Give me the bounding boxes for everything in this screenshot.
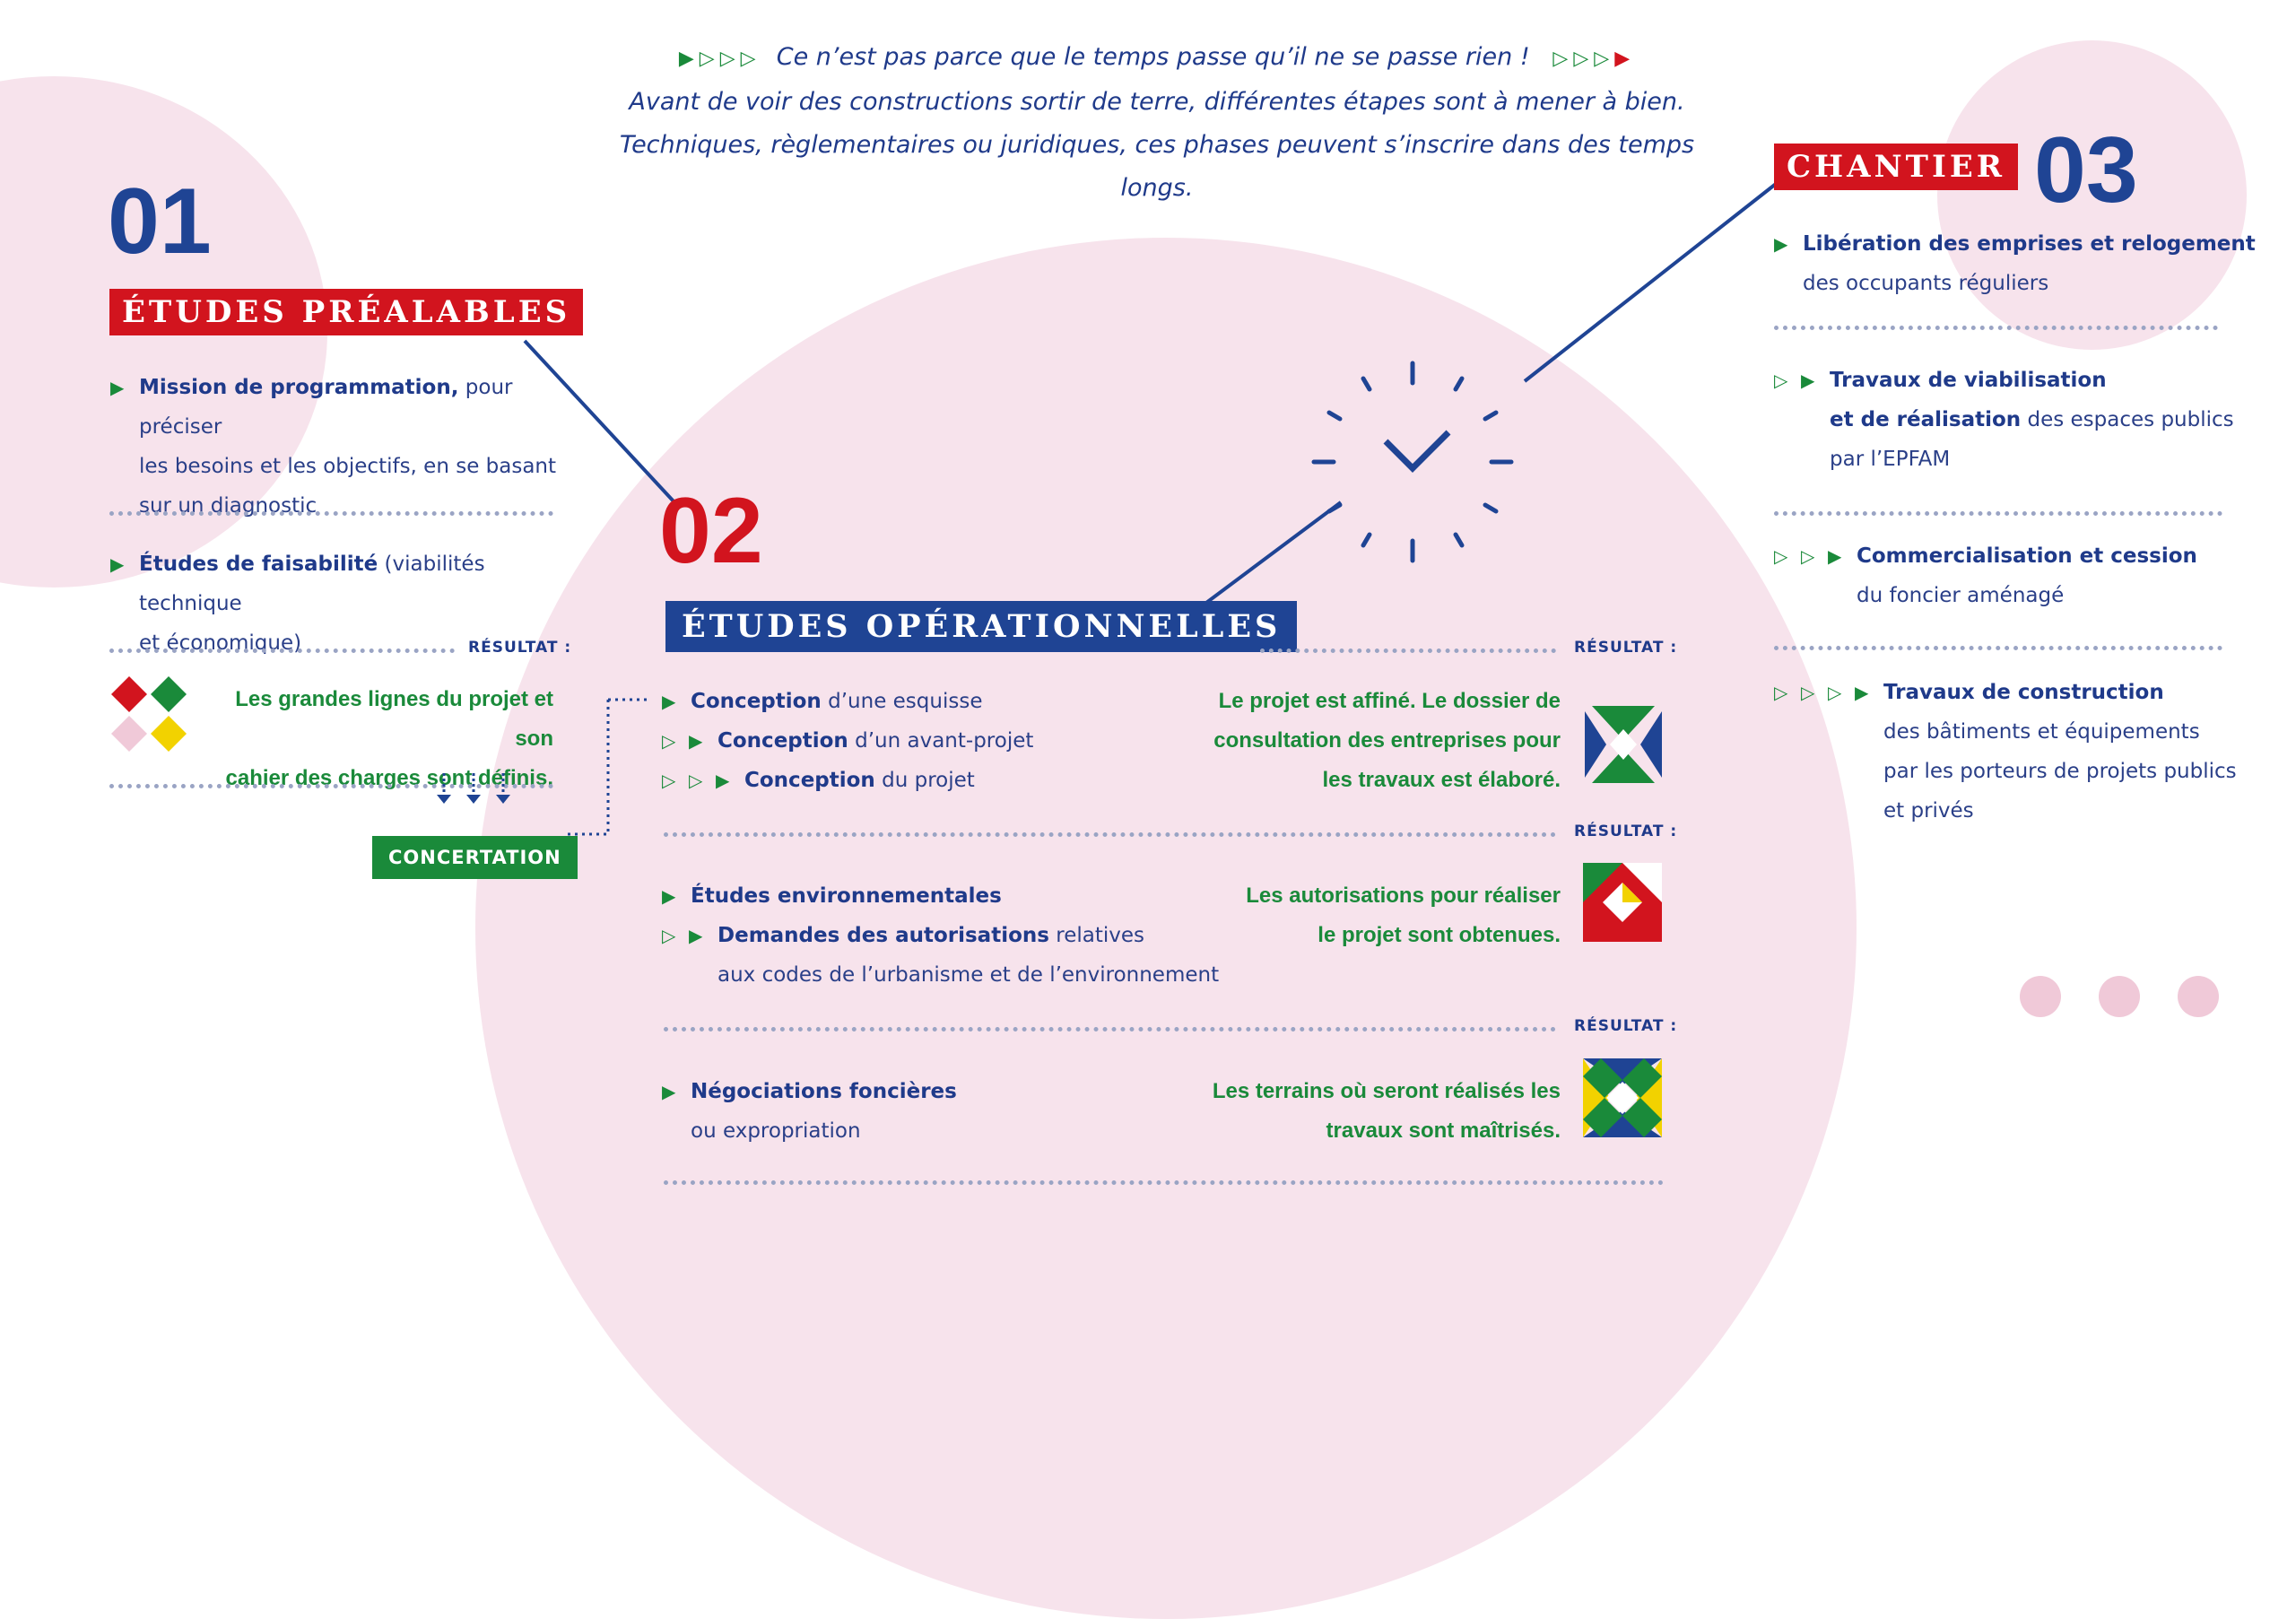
phase-2-title: ÉTUDES OPÉRATIONNELLES (665, 601, 1297, 652)
arrow-outline-icon: ▷ (1828, 682, 1842, 703)
phase-1-result: Les grandes lignes du projet et son cahier des charges sont définis. (225, 687, 553, 790)
divider (1774, 511, 2222, 516)
phase-3-title: CHANTIER (1774, 144, 2018, 190)
divider (109, 648, 455, 653)
divider (664, 1027, 1556, 1031)
decorative-dot (2178, 976, 2219, 1017)
clock-check-icon (1309, 359, 1516, 565)
result-label: RÉSULTAT : (468, 639, 572, 657)
phase-2-item-2: ▷ ▶ Conception d’un avant-projet (718, 721, 1033, 761)
intro-line-1: ▶▷▷▷ Ce n’est pas parce que le temps passe qu’il ne se passe rien ! ▷▷▷▶ (678, 43, 1636, 71)
divider (1260, 648, 1556, 653)
phase-3-item-4: ▷ ▷ ▷ ▶ Travaux de construction des bâtiments et équipements par les porteurs de projets publics et privés (1883, 673, 2278, 831)
intro-line-2: Avant de voir des constructions sortir de terre, différentes étapes sont à mener à bien. (629, 88, 1685, 116)
phase-2-item-1: ▶ Conception d’une esquisse (691, 682, 982, 721)
result-label: RÉSULTAT : (1574, 639, 1678, 657)
down-arrows-icon (430, 770, 520, 805)
triangle-arrows-icon: ▶▷▷▷ (678, 48, 761, 70)
arrow-outline-icon: ▷ (662, 730, 676, 752)
arrow-icon: ▶ (662, 691, 676, 712)
arrow-outline-icon: ▷ (1774, 545, 1788, 567)
arrow-icon: ▶ (662, 1081, 676, 1102)
phase-3-number: 03 (2034, 118, 2138, 222)
arrow-outline-icon: ▷ (1801, 545, 1815, 567)
star-knot-icon (1583, 1058, 1662, 1137)
phase-2-item-5: ▷ ▶ Demandes des autorisations relatives aux codes de l’urbanisme et de l’environnement (718, 916, 1219, 995)
result-label: RÉSULTAT : (1574, 823, 1678, 840)
decorative-dot (2099, 976, 2140, 1017)
result-label: RÉSULTAT : (1574, 1017, 1678, 1035)
concertation-badge: CONCERTATION (372, 836, 578, 879)
phase-3-item-2: ▷ ▶ Travaux de viabilisation et de réalisation des espaces publics par l’EPFAM (1830, 361, 2278, 479)
phase-1-number: 01 (108, 170, 212, 274)
phase-2-number: 02 (659, 479, 763, 583)
arrow-icon: ▶ (110, 377, 125, 398)
divider (664, 832, 1556, 837)
arrow-icon: ▶ (716, 770, 730, 791)
arrow-icon: ▶ (1855, 682, 1869, 703)
phase-3-item-3: ▷ ▷ ▶ Commercialisation et cession du foncier aménagé (1857, 536, 2269, 615)
arrow-icon: ▶ (689, 925, 703, 946)
intro-line-3: Techniques, règlementaires ou juridiques, ces phases peuvent s’inscrire dans des temps longs. (619, 131, 1695, 202)
divider (1774, 646, 2222, 650)
diamond-quad-icon (109, 675, 190, 755)
arrow-icon: ▶ (1828, 545, 1842, 567)
phase-2-item-3: ▷ ▷ ▶ Conception du projet (744, 761, 975, 800)
phase-2-result-2: Les autorisations pour réaliser le projet sont obtenues. (1246, 883, 1561, 947)
arrow-outline-icon: ▷ (689, 770, 703, 791)
phase-2-item-6: ▶ Négociations foncières ou expropriation (691, 1072, 957, 1151)
divider (109, 511, 553, 516)
triangle-arrows-icon: ▷▷▷▶ (1552, 48, 1636, 70)
arrow-icon: ▶ (662, 885, 676, 907)
arrow-icon: ▶ (1801, 370, 1815, 391)
phase-2-result-3: Les terrains où seront réalisés les travaux sont maîtrisés. (1212, 1079, 1561, 1143)
phase-1-title: ÉTUDES PRÉALABLES (109, 289, 583, 335)
shield-arrow-icon (1583, 863, 1662, 942)
phase-2-result-1: Le projet est affiné. Le dossier de consultation des entreprises pour les travaux est élaboré. (1213, 689, 1561, 792)
phase-1-item-2: ▶ Études de faisabilité (viabilités technique et économique) (139, 544, 561, 663)
hourglass-icon (1583, 704, 1664, 785)
arrow-outline-icon: ▷ (1801, 682, 1815, 703)
arrow-icon: ▶ (1774, 233, 1788, 255)
arrow-icon: ▶ (689, 730, 703, 752)
divider (1774, 326, 2218, 330)
arrow-outline-icon: ▷ (1774, 370, 1788, 391)
arrow-icon: ▶ (110, 553, 125, 575)
phase-3-item-1: ▶ Libération des emprises et relogement des occupants réguliers (1803, 224, 2269, 303)
arrow-outline-icon: ▷ (1774, 682, 1788, 703)
arrow-outline-icon: ▷ (662, 925, 676, 946)
divider (664, 1180, 1664, 1185)
intro-text (592, 36, 1722, 210)
decorative-dot (2020, 976, 2061, 1017)
arrow-outline-icon: ▷ (662, 770, 676, 791)
phase-1-item-1: ▶ Mission de programmation, pour préciser les besoins et les objectifs, en se basant sur un diagnostic (139, 368, 561, 526)
phase-2-item-4: ▶ Études environnementales (691, 876, 1002, 916)
